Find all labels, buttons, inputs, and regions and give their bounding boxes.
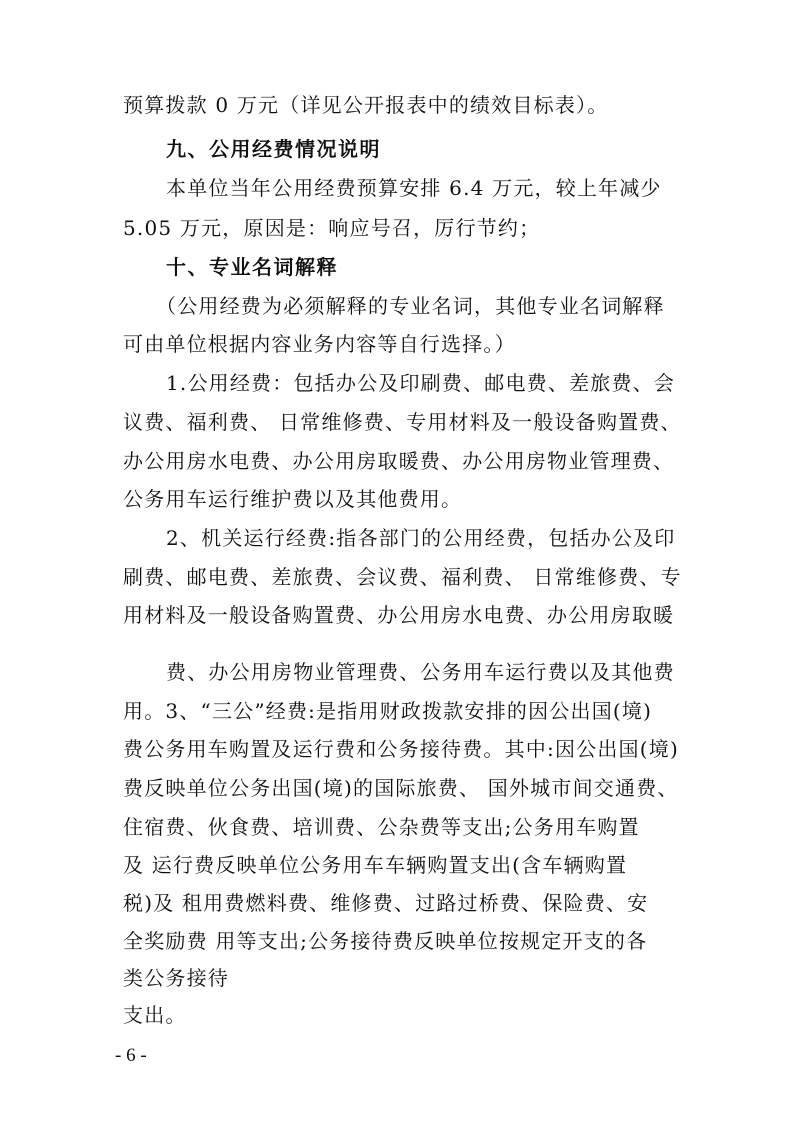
section-heading-public-expenses: 九、公用经费情况说明 — [166, 137, 381, 161]
text-line: 办公用房水电费、办公用房取暖费、办公用房物业管理费、 — [123, 449, 675, 473]
section-heading-terms: 十、专业名词解释 — [166, 255, 338, 279]
text-line: 费公务用车购置及运行费和公务接待费。其中:因公出国(境) — [123, 737, 679, 761]
text-line: 公务用车运行维护费以及其他费用。 — [123, 487, 463, 511]
text-line: 刷费、邮电费、差旅费、会议费、福利费、 日常维修费、专 — [123, 565, 682, 589]
text-line: 用。3、“三公”经费:是指用财政拨款安排的因公出国(境) — [123, 699, 653, 723]
text-line: 5.05 万元，原因是：响应号召，厉行节约； — [123, 216, 541, 240]
text-line: 议费、福利费、 日常维修费、专用材料及一般设备购置费、 — [123, 410, 682, 434]
text-line: 类公务接待 — [123, 966, 229, 990]
text-line: 费反映单位公务出国(境)的国际旅费、 国外城市间交通费、 — [123, 776, 679, 800]
text-line: 及 运行费反映单位公务用车车辆购置支出(含车辆购置 — [123, 853, 628, 877]
text-line: 用材料及一般设备购置费、办公用房水电费、办公用房取暖 — [123, 603, 675, 627]
text-line: 税)及 租用费燃料费、维修费、过路过桥费、保险费、安 — [123, 891, 649, 915]
text-line: 2、机关运行经费:指各部门的公用经费，包括办公及印 — [166, 526, 676, 550]
text-line: （公用经费为必须解释的专业名词，其他专业名词解释 — [156, 294, 665, 318]
text-line: 全奖励费 用等支出;公务接待费反映单位按规定开支的各 — [123, 929, 648, 953]
text-line: 1.公用经费：包括办公及印刷费、邮电费、差旅费、会 — [166, 371, 676, 395]
page-number: - 6 - — [115, 1045, 147, 1066]
text-line: 可由单位根据内容业务内容等自行选择。） — [123, 332, 516, 356]
text-line: 住宿费、伙食费、培训费、公杂费等支出;公务用车购置 — [123, 815, 640, 839]
text-line: 预算拨款 0 万元（详见公开报表中的绩效目标表）。 — [123, 93, 609, 117]
text-line: 费、办公用房物业管理费、公务用车运行费以及其他费 — [166, 660, 675, 684]
text-line: 本单位当年公用经费预算安排 6.4 万元，较上年减少 — [166, 176, 662, 200]
text-line: 支出。 — [123, 1003, 187, 1027]
